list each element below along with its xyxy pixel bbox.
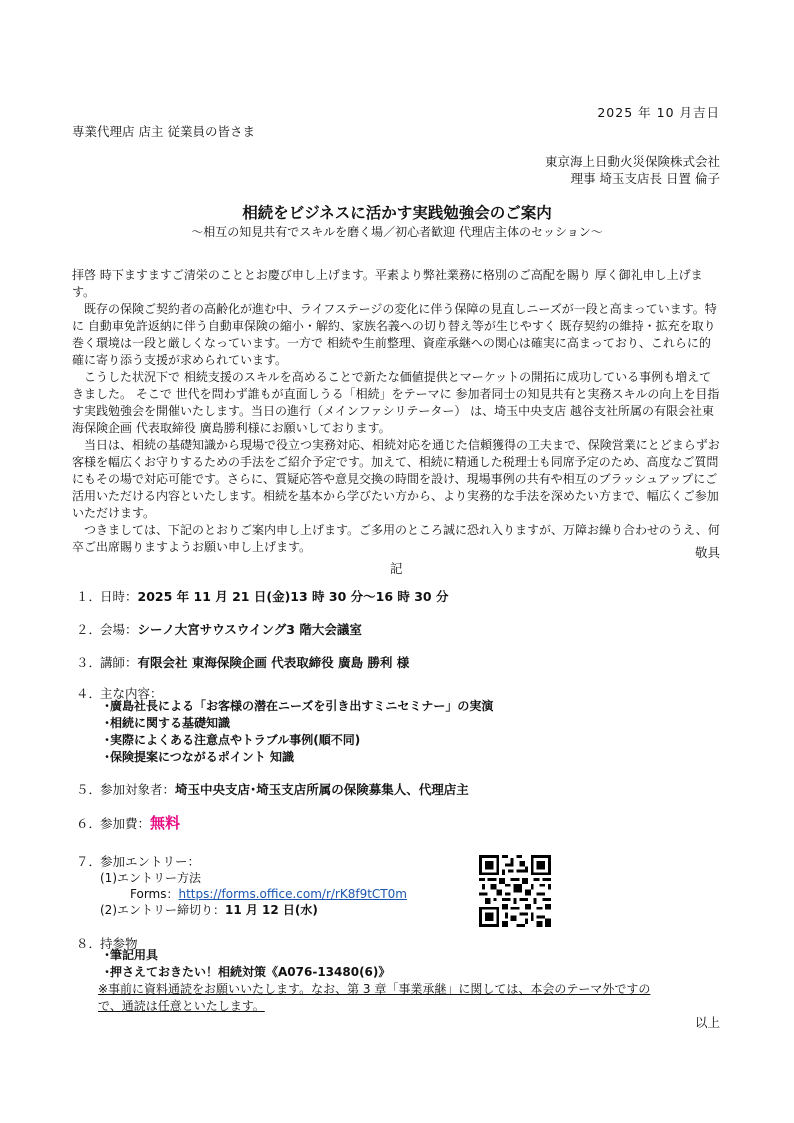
deadline-date: 11 月 12 日(水) bbox=[225, 903, 318, 917]
lecturer-name: 有限会社 東海保険企画 代表取締役 廣島 勝利 様 bbox=[137, 655, 410, 670]
content-line: ･廣島社長による「お客様の潜在ニーズを引き出すミニセミナー」の実演 bbox=[104, 699, 494, 713]
sender-person: 理事 埼玉支店長 日置 倫子 bbox=[570, 171, 720, 186]
purpose-paragraph: こうした状況下で 相続支援のスキルを高めることで新たな価値提供とマーケットの開拓に成功している事例も増えてきました。 そこで 世代を問わず誰もが直面しうる「相続」をテーマに 参加者同士の知見共有と実務スキルの向上を目指す実践勉強会を開催いたします。当日の進行（メインファシリテーター） は、埼玉中央支店 越谷支社所属の有限会社東海保険企画 代表取締役 廣島勝利様にお願いしております。 bbox=[72, 370, 720, 435]
background-paragraph: 既存の保険ご契約者の高齢化が進む中、ライフステージの変化に伴う保障の見直しニーズが一段と高まっています。特に 自動車免許返納に伴う自動車保険の縮小・解約、家族名義への切り替え等が生じやすく 既存契約の維持・拡充を取り巻く環境は一段と厳しくなっています。一方で 相続や生前整理、資産承継への関心は確実に高まっており、これらに的確に寄り添う支援が求められています。 bbox=[72, 302, 717, 367]
fee-value: 無料 bbox=[150, 814, 181, 832]
sender-company: 東京海上日動火災保険株式会社 bbox=[544, 154, 720, 169]
content-line: ･実際によくある注意点やトラブル事例(順不同) bbox=[104, 733, 361, 747]
entry-method: (1)エントリー方法 bbox=[100, 871, 201, 885]
ending-word: 以上 bbox=[694, 1015, 720, 1030]
entry-forms: Forms：https://forms.office.com/r/rK8f9tCT0m bbox=[130, 887, 407, 901]
closing-word: 敬具 bbox=[694, 545, 720, 560]
item-date: １．日時：2025 年 11 月 21 日(金)13 時 30 分～16 時 30 分 bbox=[76, 589, 449, 604]
document-subtitle: ～相互の知見共有でスキルを磨く場／初心者歓迎 代理店主体のセッション～ bbox=[191, 225, 603, 239]
item-bring: ８．持参物 bbox=[76, 936, 138, 951]
document-title: 相続をビジネスに活かす実践勉強会のご案内 bbox=[242, 204, 552, 222]
request-paragraph: つきましては、下記のとおりご案内申し上げます。ご多用のところ誠に恐れ入りますが、万障お繰り合わせのうえ、何卒ご出席賜りますようお願い申し上げます。 bbox=[72, 523, 720, 554]
item-lecturer: ３．講師：有限会社 東海保険企画 代表取締役 廣島 勝利 様 bbox=[76, 655, 410, 670]
bring-line: ･筆記用具 bbox=[104, 948, 159, 962]
item-venue: ２．会場：シーノ大宮サウスウイング3 階大会議室 bbox=[76, 622, 362, 637]
qr-code-icon[interactable] bbox=[479, 855, 551, 927]
ki-marker: 記 bbox=[390, 561, 403, 576]
greeting-paragraph: 拝啓 時下ますますご清栄のこととお慶び申し上げます。平素より弊社業務に格別のご高配を賜り 厚く御礼申し上げます。 bbox=[72, 268, 703, 299]
bring-note: ※事前に資料通読をお願いいたします。なお、第 3 章「事業承継」に関しては、本会のテーマ外ですの で、通読は任意といたします。 bbox=[98, 982, 651, 1013]
content-paragraph: 当日は、相続の基礎知識から現場で役立つ実務対応、相続対応を通じた信頼獲得の工夫まで、保険営業にとどまらずお客様を幅広くお守りするための手法をご紹介予定です。加えて、相続に精通した税理士も同席予定のため、高度なご質問にもその場で対応可能です。さらに、質疑応答や意見交換の時間を設け、現場事例の共有や相互のブラッシュアップにご活用いただける内容といたします。相続を基本から学びたい方から、より実務的な手法を深めたい方まで、幅広くご参加いただけます。 bbox=[72, 438, 720, 520]
target-audience: 埼玉中央支店･埼玉支店所属の保険募集人、代理店主 bbox=[175, 782, 469, 797]
entry-deadline: (2)エントリー締切り：11 月 12 日(水) bbox=[100, 903, 318, 917]
item-fee: ６．参加費：無料 bbox=[76, 814, 181, 832]
content-line: ･保険提案につながるポイント 知識 bbox=[104, 750, 294, 764]
venue-name: シーノ大宮サウスウイング3 階大会議室 bbox=[137, 622, 362, 637]
content-line: ･相続に関する基礎知識 bbox=[104, 716, 231, 730]
forms-link[interactable]: https://forms.office.com/r/rK8f9tCT0m bbox=[178, 887, 407, 901]
item-target: ５．参加対象者：埼玉中央支店･埼玉支店所属の保険募集人、代理店主 bbox=[76, 782, 469, 797]
document-date: 2025 年 10 月吉日 bbox=[597, 105, 720, 120]
event-datetime: 2025 年 11 月 21 日(金)13 時 30 分～16 時 30 分 bbox=[137, 589, 449, 604]
letter-body bbox=[72, 267, 722, 556]
item-entry: ７．参加エントリー： bbox=[76, 854, 201, 869]
addressee: 専業代理店 店主 従業員の皆さま bbox=[72, 124, 255, 139]
bring-line: ･押さえておきたい！相続対策《A076-13480(6)》 bbox=[104, 965, 391, 979]
item-content: ４．主な内容： bbox=[76, 686, 163, 701]
